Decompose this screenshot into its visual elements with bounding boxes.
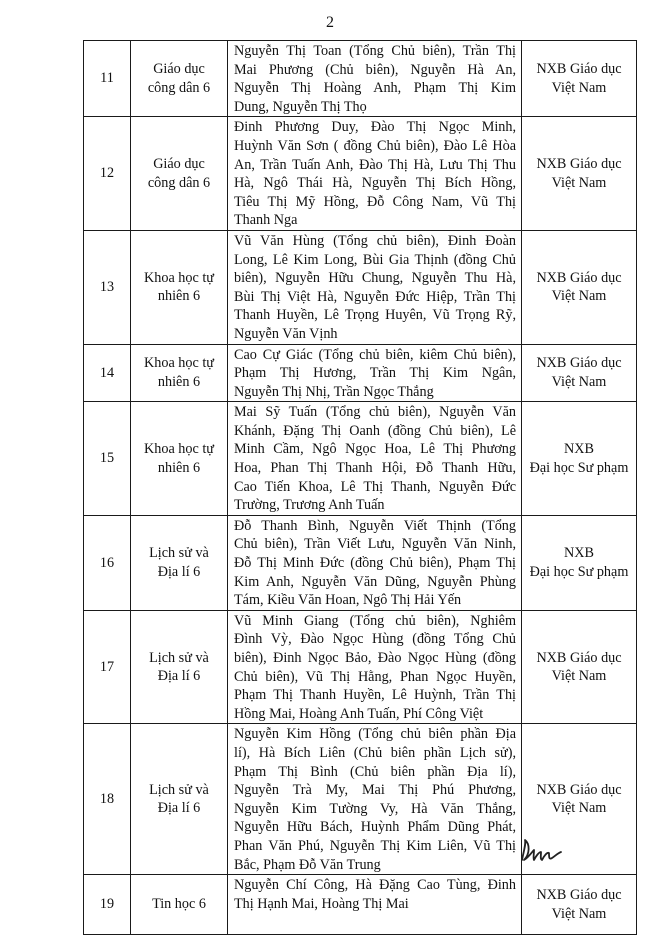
author-line: Mai Phương (Chủ biên), Nguyễn Hà An,	[234, 61, 516, 78]
author-line: Tiêu Thị Mỹ Hồng, Đỗ Công Nam, Vũ Thị	[234, 193, 516, 210]
author-line: Bùi Thị Việt Hà, Nguyễn Đức Hiệp, Trần Thị	[234, 288, 516, 305]
subject-line: Khoa học tự	[144, 269, 214, 286]
author-line: Trường, Trương Anh Tuấn	[234, 497, 385, 514]
authors-cell	[228, 117, 522, 231]
subject-cell	[131, 875, 228, 935]
subject-cell	[131, 724, 228, 875]
author-line: Huỳnh Văn Sơn ( đồng Chủ biên), Đào Lê Hòa	[234, 137, 516, 154]
subject-line: Địa lí 6	[157, 800, 201, 817]
author-line: Dung, Nguyễn Thị Thọ	[234, 98, 367, 115]
author-line: Nguyễn Trà My, Mai Thị Phú Phương,	[234, 782, 516, 799]
publisher-line: Việt Nam	[551, 288, 607, 305]
author-line: Nguyễn Chí Công, Hà Đặng Cao Tùng, Đinh	[234, 877, 516, 894]
subject-cell	[131, 515, 228, 610]
row-number: 13	[84, 230, 131, 344]
table-row	[84, 875, 637, 935]
subject-cell	[131, 41, 228, 117]
subject-line: Giáo dục	[153, 61, 205, 78]
table-body	[84, 41, 637, 935]
publisher-line: NXB Giáo dục	[536, 887, 622, 904]
author-line: Khánh, Đặng Thị Oanh (đồng Chủ biên), Lê	[234, 422, 516, 439]
author-line: Thị Hạnh Mai, Hoàng Thị Mai	[234, 895, 409, 912]
textbook-table	[83, 40, 637, 935]
author-line: Nguyễn Thị Nhị, Trần Ngọc Thắng	[234, 383, 434, 400]
publisher-cell	[522, 344, 637, 402]
subject-line: công dân 6	[147, 174, 211, 191]
publisher-cell	[522, 610, 637, 724]
author-line: Hà, Ngô Thái Hà, Nguyễn Thị Bích Hồng,	[234, 175, 516, 192]
author-line: Đỗ Thanh Bình, Nguyễn Viết Thịnh (Tổng	[234, 517, 516, 534]
subject-line: Tin học 6	[152, 896, 206, 913]
subject-cell	[131, 230, 228, 344]
author-line: Cao Cự Giác (Tổng chủ biên, kiêm Chủ biên),	[234, 346, 516, 363]
table-row	[84, 515, 637, 610]
authors-cell	[228, 230, 522, 344]
author-line: Vũ Minh Giang (Tổng chủ biên), Nghiêm	[234, 612, 516, 629]
author-line: Bắc, Phạm Đỗ Văn Trung	[234, 856, 381, 873]
publisher-line: NXB Giáo dục	[536, 269, 622, 286]
row-number: 18	[84, 724, 131, 875]
author-line: Long, Lê Kim Long, Bùi Gia Thịnh (đồng Chủ	[234, 251, 516, 268]
authors-cell	[228, 515, 522, 610]
author-line: Phạm Thị Thanh Huyền, Lê Huỳnh, Trần Thị	[234, 687, 516, 704]
table-row	[84, 230, 637, 344]
author-line: Nguyễn Kim Hồng (Tổng chủ biên phần Địa	[234, 726, 516, 743]
publisher-line: Việt Nam	[551, 373, 607, 390]
author-line: Hồng Mai, Hoàng Anh Tuấn, Phí Công Việt	[234, 705, 484, 722]
subject-line: nhiên 6	[157, 459, 201, 476]
subject-line: Khoa học tự	[144, 440, 214, 457]
handwritten-initial-signature	[516, 830, 566, 870]
row-number: 19	[84, 875, 131, 935]
publisher-cell	[522, 230, 637, 344]
publisher-line: NXB Giáo dục	[536, 649, 622, 666]
row-number: 11	[84, 41, 131, 117]
publisher-line: NXB Giáo dục	[536, 61, 622, 78]
subject-cell	[131, 117, 228, 231]
row-number: 17	[84, 610, 131, 724]
table-row	[84, 344, 637, 402]
publisher-line: Việt Nam	[551, 800, 607, 817]
author-line: Vũ Văn Hùng (Tổng chủ biên), Đinh Đoàn	[234, 232, 516, 249]
page-number: 2	[326, 14, 334, 31]
publisher-line: NXB Giáo dục	[536, 355, 622, 372]
table-row	[84, 402, 637, 516]
row-number: 15	[84, 402, 131, 516]
row-number: 16	[84, 515, 131, 610]
subject-line: nhiên 6	[157, 288, 201, 305]
author-line: Nguyễn Hữu Bách, Huỳnh Phẩm Dũng Phát,	[234, 819, 516, 836]
author-line: Đình Vỳ, Đào Ngọc Hùng (đồng Tổng Chủ	[234, 631, 516, 648]
row-number: 14	[84, 344, 131, 402]
subject-cell	[131, 610, 228, 724]
publisher-line: Việt Nam	[551, 174, 607, 191]
publisher-line: NXB	[564, 545, 594, 562]
publisher-line: Việt Nam	[551, 905, 607, 922]
publisher-line: NXB Giáo dục	[536, 781, 622, 798]
subject-line: nhiên 6	[157, 373, 201, 390]
authors-cell	[228, 875, 522, 935]
author-line: biên), Đinh Ngọc Bảo, Đào Ngọc Hùng (đồng	[234, 650, 516, 666]
publisher-line: Việt Nam	[551, 668, 607, 685]
publisher-cell	[522, 402, 637, 516]
author-line: Đinh Phương Duy, Đào Thị Ngọc Minh,	[234, 119, 516, 136]
authors-cell	[228, 724, 522, 875]
author-line: Nguyễn Thị Toan (Tổng Chủ biên), Trần Thị	[234, 43, 516, 59]
table-row	[84, 610, 637, 724]
subject-line: Lịch sử và	[149, 781, 209, 798]
subject-line: công dân 6	[147, 79, 211, 96]
author-line: Phạm Thị Bình (Chủ biên phần Địa lí),	[234, 763, 516, 780]
author-line: biên), Nguyễn Hữu Chung, Nguyễn Thu Hà,	[234, 270, 516, 287]
subject-cell	[131, 402, 228, 516]
table-row	[84, 117, 637, 231]
authors-cell	[228, 41, 522, 117]
authors-cell	[228, 402, 522, 516]
publisher-line: NXB Giáo dục	[536, 156, 622, 173]
subject-line: Lịch sử và	[149, 649, 209, 666]
author-line: Cao Tiến Khoa, Lê Thị Thanh, Nguyễn Đức	[234, 478, 516, 495]
author-line: Mai Sỹ Tuấn (Tổng chủ biên), Nguyễn Văn	[234, 404, 516, 421]
author-line: Thanh Huyền, Lê Trọng Huyên, Vũ Trọng Rỹ,	[234, 307, 516, 324]
author-line: lí), Hà Bích Liên (Chủ biên phần Lịch sử),	[234, 744, 516, 761]
subject-line: Giáo dục	[153, 156, 205, 173]
author-line: An, Trần Tuấn Anh, Đào Thị Hà, Lưu Thị Thu	[234, 156, 516, 173]
publisher-line: Đại học Sư phạm	[529, 563, 629, 580]
row-number: 12	[84, 117, 131, 231]
subject-line: Địa lí 6	[157, 563, 201, 580]
author-line: Thanh Nga	[234, 212, 298, 229]
subject-line: Khoa học tự	[144, 355, 214, 372]
author-line: Phạm Thị Hương, Trần Thị Kim Ngân,	[234, 365, 516, 382]
subject-line: Địa lí 6	[157, 668, 201, 685]
author-line: Nguyễn Văn Vịnh	[234, 325, 338, 342]
author-line: Phan Văn Phú, Nguyễn Thị Kim Liên, Vũ Thị	[234, 837, 516, 854]
authors-cell	[228, 610, 522, 724]
subject-line: Lịch sử và	[149, 545, 209, 562]
author-line: Đỗ Thị Minh Đức (đồng Chủ biên), Phạm Thị	[234, 555, 516, 572]
author-line: Chủ biên), Trần Viết Lưu, Nguyễn Văn Ninh,	[234, 536, 516, 553]
publisher-line: Đại học Sư phạm	[529, 459, 629, 476]
publisher-cell	[522, 875, 637, 935]
author-line: Kim Anh, Nguyễn Văn Dũng, Nguyễn Phùng	[234, 573, 516, 590]
publisher-cell	[522, 515, 637, 610]
author-line: Hoa, Phan Thị Thanh Hội, Đỗ Thanh Hữu,	[234, 460, 516, 477]
authors-cell	[228, 344, 522, 402]
table-row	[84, 41, 637, 117]
subject-cell	[131, 344, 228, 402]
publisher-cell	[522, 41, 637, 117]
author-line: Minh Cầm, Ngô Ngọc Hoa, Lê Thị Phương	[234, 441, 516, 458]
author-line: Tám, Kiều Văn Hoan, Ngô Thị Hải Yến	[234, 592, 462, 609]
publisher-cell	[522, 117, 637, 231]
author-line: Nguyễn Kim Tường Vy, Hà Văn Thắng,	[234, 800, 516, 817]
author-line: Chủ biên), Vũ Thị Hằng, Phan Ngọc Huyền,	[234, 668, 516, 685]
author-line: Nguyễn Thị Hoàng Anh, Phạm Thị Kim	[234, 80, 516, 97]
publisher-line: NXB	[564, 440, 594, 457]
publisher-line: Việt Nam	[551, 79, 607, 96]
